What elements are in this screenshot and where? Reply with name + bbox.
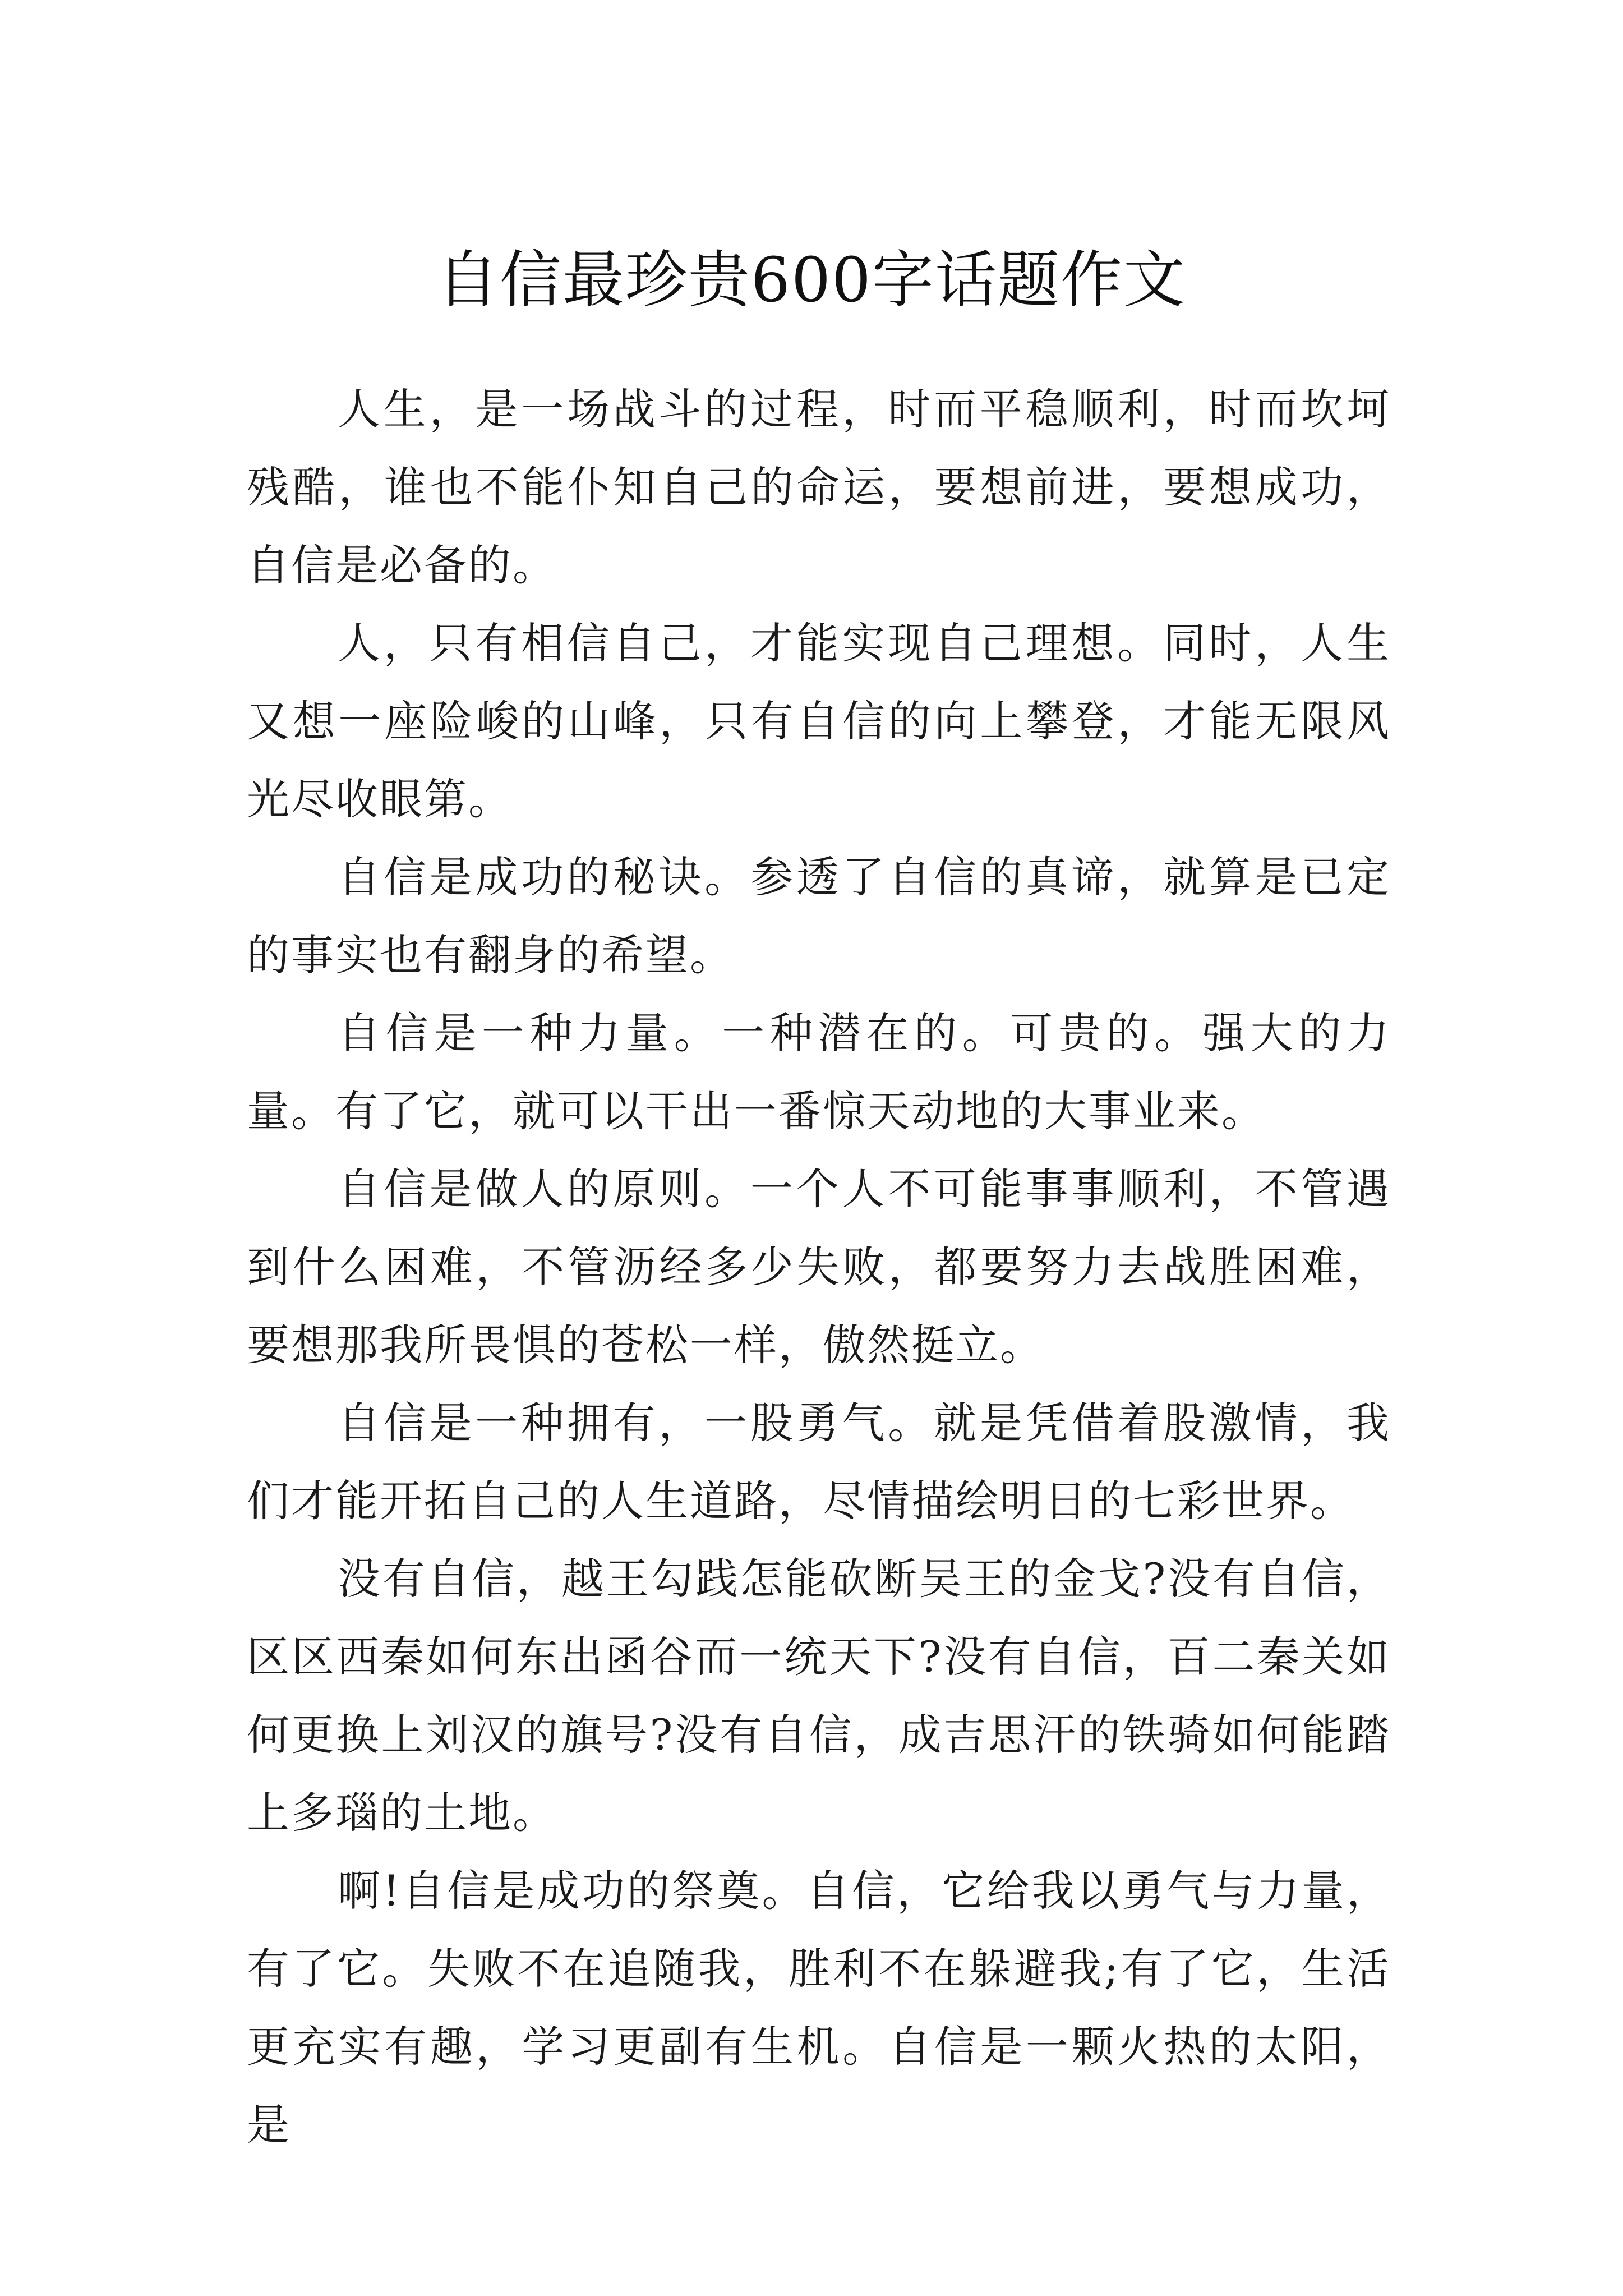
paragraph: 自信是一种拥有，一股勇气。就是凭借着股激情，我们才能开拓自己的人生道路，尽情描绘明日的七彩世界。 xyxy=(247,1398,1391,1526)
document-body xyxy=(247,370,1391,2164)
document-title: 自信最珍贵600字话题作文 xyxy=(437,243,1186,316)
paragraph: 人，只有相信自己，才能实现自己理想。同时，人生又想一座险峻的山峰，只有自信的向上攀登，才能无限风光尽收眼第。 xyxy=(247,618,1391,824)
paragraph: 人生，是一场战斗的过程，时而平稳顺利，时而坎坷残酷，谁也不能仆知自己的命运，要想前进，要想成功，自信是必备的。 xyxy=(247,384,1391,590)
paragraph: 啊!自信是成功的祭奠。自信，它给我以勇气与力量，有了它。失败不在追随我，胜利不在躲避我;有了它，生活更充实有趣，学习更副有生机。自信是一颗火热的太阳，是 xyxy=(247,1866,1391,2150)
paragraph: 自信是一种力量。一种潜在的。可贵的。强大的力量。有了它，就可以干出一番惊天动地的大事业来。 xyxy=(247,1008,1391,1136)
paragraph: 自信是做人的原则。一个人不可能事事顺利，不管遇到什么困难，不管沥经多少失败，都要努力去战胜困难，要想那我所畏惧的苍松一样，傲然挺立。 xyxy=(247,1164,1391,1370)
paragraph: 自信是成功的秘诀。参透了自信的真谛，就算是已定的事实也有翻身的希望。 xyxy=(247,852,1391,980)
paragraph: 没有自信，越王勾践怎能砍断吴王的金戈?没有自信，区区西秦如何东出函谷而一统天下?没有自信，百二秦关如何更换上刘汉的旗号?没有自信，成吉思汗的铁骑如何能踏上多瑙的土地。 xyxy=(247,1554,1391,1838)
